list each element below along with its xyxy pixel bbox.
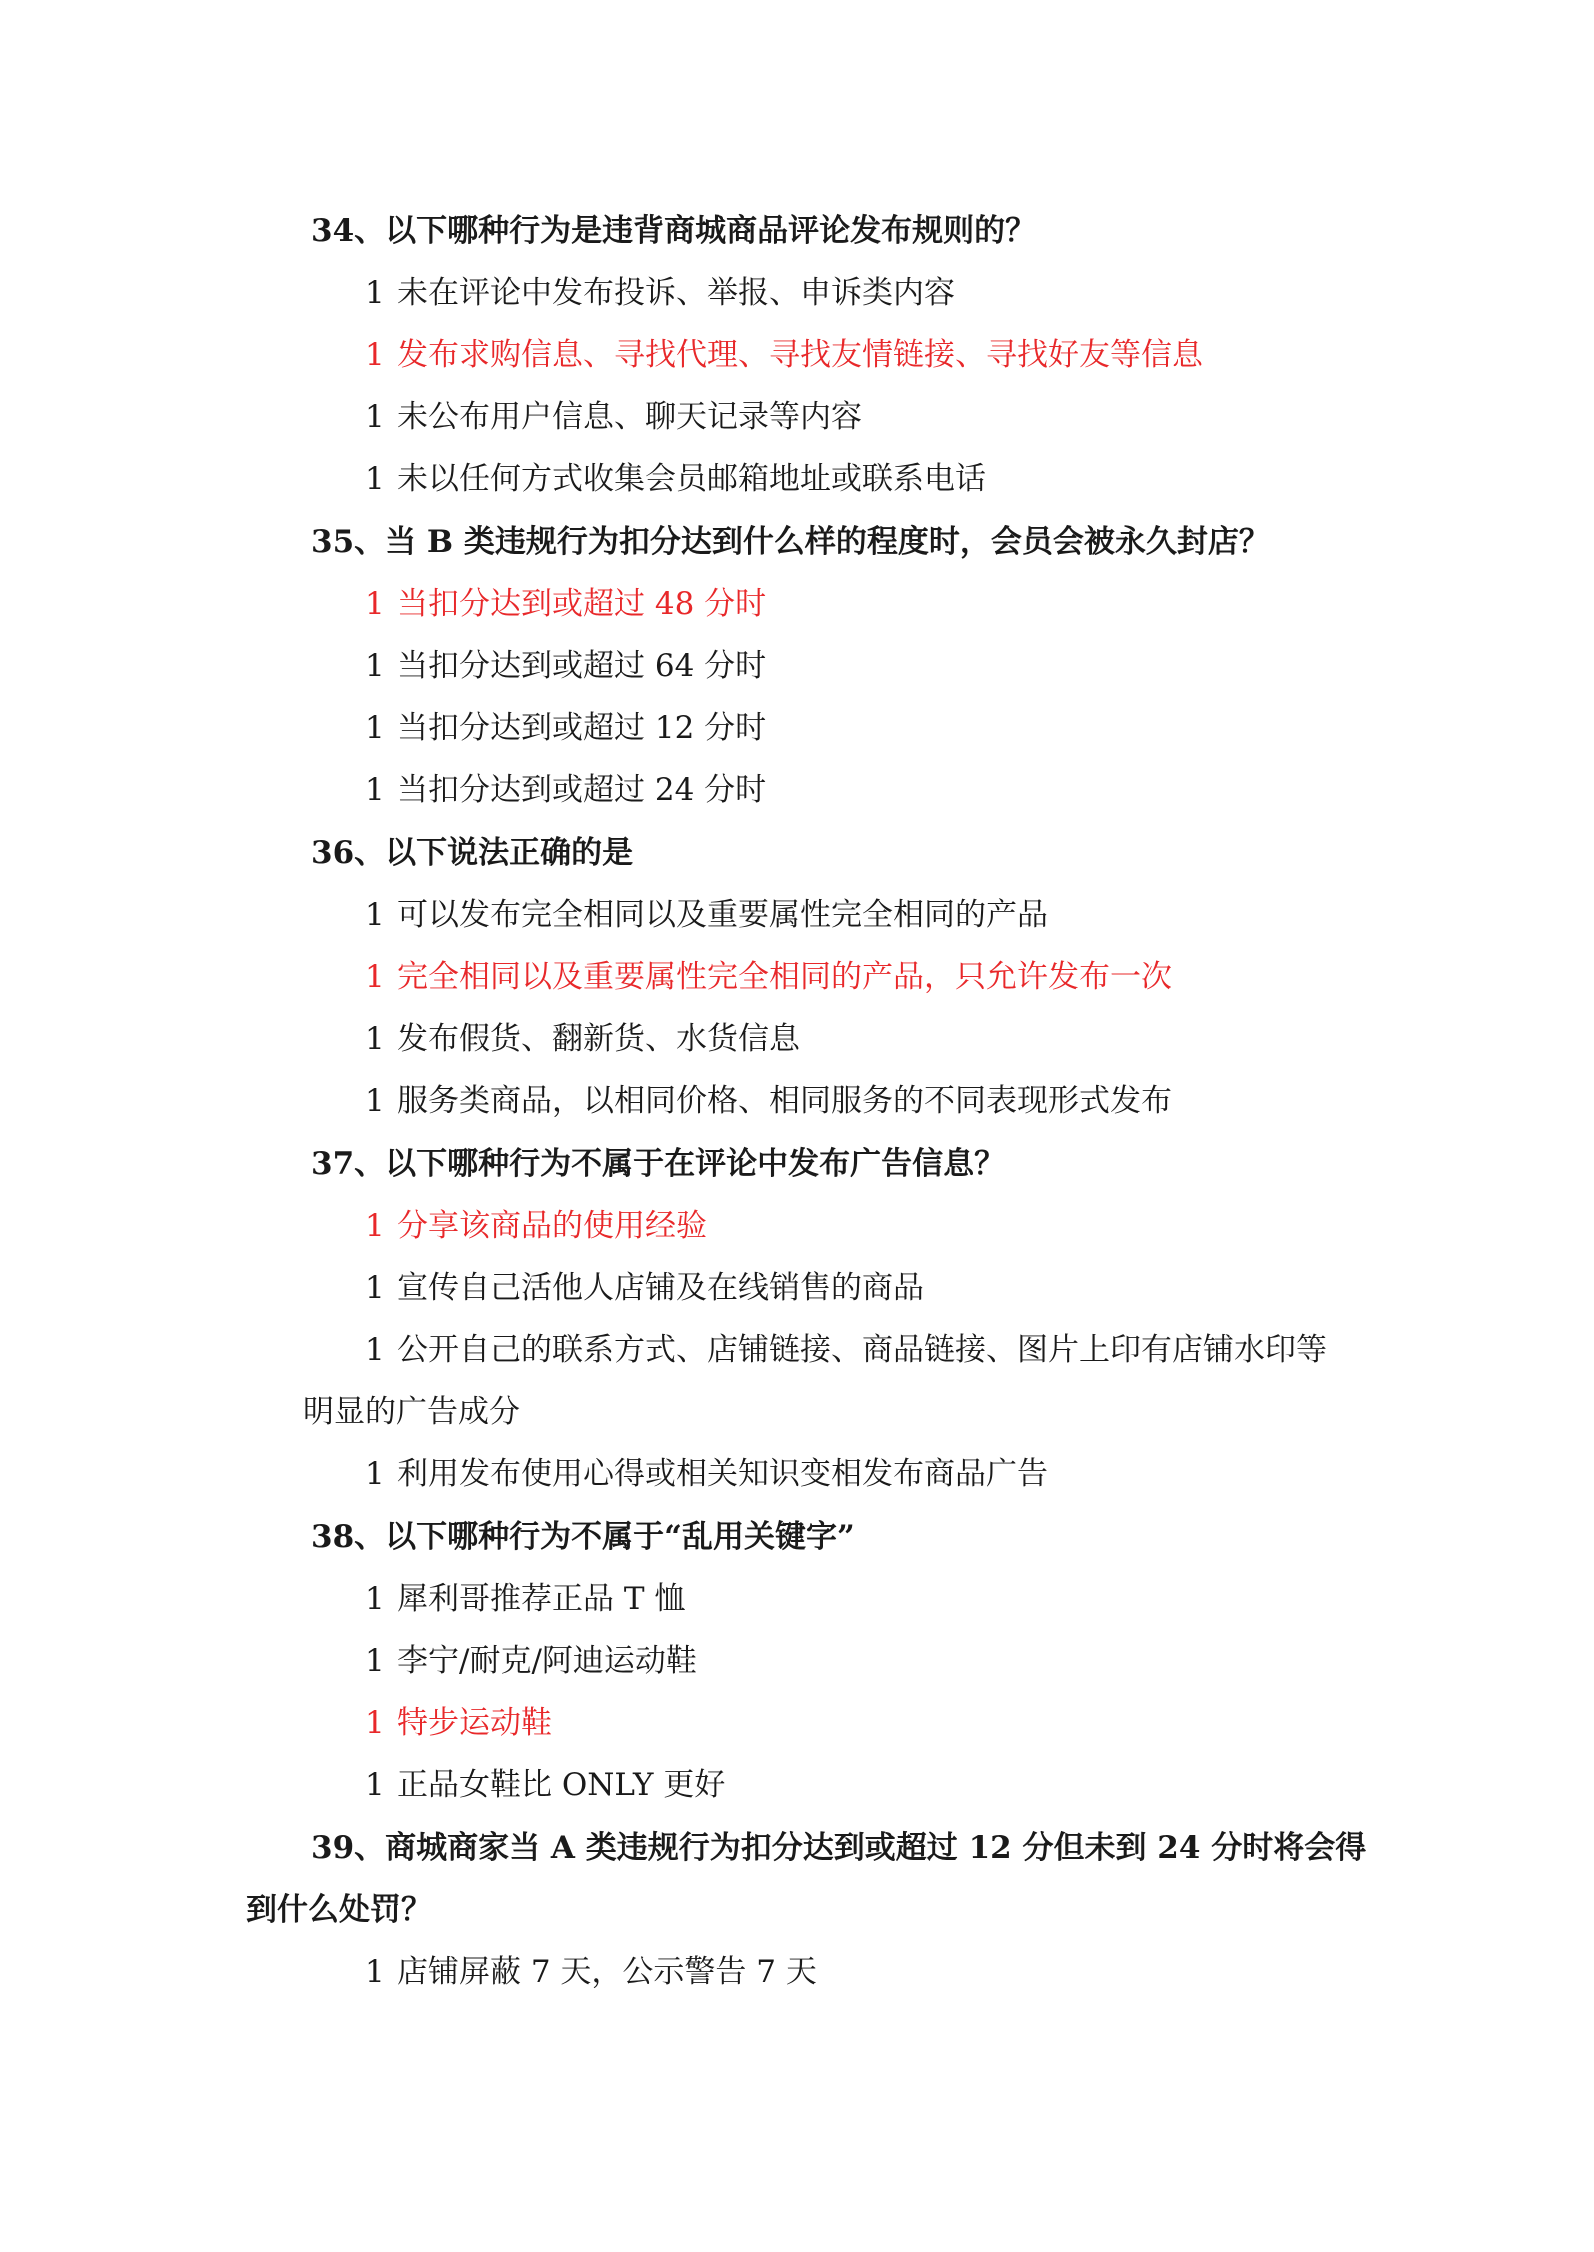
option-bullet: 1 bbox=[365, 1270, 385, 1306]
question-35: 35、当 B 类违规行为扣分达到什么样的程度时，会员会被永久封店？ bbox=[311, 524, 1270, 560]
question-38: 38、以下哪种行为不属于“乱用关键字” bbox=[311, 1519, 855, 1555]
option-bullet: 1 bbox=[365, 1705, 385, 1741]
option-bullet: 1 bbox=[365, 1456, 385, 1492]
option-text: 未在评论中发布投诉、举报、申诉类内容 bbox=[397, 275, 955, 311]
option-bullet: 1 bbox=[365, 959, 385, 995]
option-text: 当扣分达到或超过 48 分时 bbox=[397, 586, 767, 622]
option-text: 发布假货、翻新货、水货信息 bbox=[397, 1021, 800, 1057]
question-39: 39、商城商家当 A 类违规行为扣分达到或超过 12 分但未到 24 分时将会得 bbox=[311, 1830, 1367, 1866]
option bbox=[365, 1765, 725, 1805]
option-text: 分享该商品的使用经验 bbox=[397, 1208, 707, 1244]
option bbox=[365, 895, 1048, 935]
option-text: 服务类商品，以相同价格、相同服务的不同表现形式发布 bbox=[397, 1083, 1172, 1119]
option bbox=[365, 1081, 1172, 1121]
option-text: 李宁/耐克/阿迪运动鞋 bbox=[397, 1643, 697, 1679]
option-correct bbox=[365, 1206, 707, 1246]
option bbox=[365, 1454, 1048, 1494]
option-correct bbox=[365, 1703, 552, 1743]
option-bullet: 1 bbox=[365, 337, 385, 373]
option-bullet: 1 bbox=[365, 1208, 385, 1244]
option-text: 正品女鞋比 ONLY 更好 bbox=[397, 1767, 726, 1803]
option bbox=[365, 770, 766, 810]
option-text: 公开自己的联系方式、店铺链接、商品链接、图片上印有店铺水印等 bbox=[397, 1332, 1327, 1368]
question-34: 34、以下哪种行为是违背商城商品评论发布规则的？ bbox=[311, 213, 1037, 249]
option-bullet: 1 bbox=[365, 399, 385, 435]
option-text: 宣传自己活他人店铺及在线销售的商品 bbox=[397, 1270, 924, 1306]
option-bullet: 1 bbox=[365, 1332, 385, 1368]
option-bullet: 1 bbox=[365, 461, 385, 497]
option bbox=[365, 1330, 1327, 1370]
option-text: 未以任何方式收集会员邮箱地址或联系电话 bbox=[397, 461, 986, 497]
option-text: 店铺屏蔽 7 天，公示警告 7 天 bbox=[397, 1954, 817, 1990]
option-text: 当扣分达到或超过 24 分时 bbox=[397, 772, 767, 808]
option bbox=[365, 1019, 800, 1059]
option-bullet: 1 bbox=[365, 772, 385, 808]
option-bullet: 1 bbox=[365, 1767, 385, 1803]
option-bullet: 1 bbox=[365, 1021, 385, 1057]
option-bullet: 1 bbox=[365, 586, 385, 622]
option-text: 利用发布使用心得或相关知识变相发布商品广告 bbox=[397, 1456, 1048, 1492]
option-bullet: 1 bbox=[365, 710, 385, 746]
option bbox=[365, 1641, 697, 1681]
option-bullet: 1 bbox=[365, 1581, 385, 1617]
option-text: 未公布用户信息、聊天记录等内容 bbox=[397, 399, 862, 435]
option-bullet: 1 bbox=[365, 275, 385, 311]
option-text: 发布求购信息、寻找代理、寻找友情链接、寻找好友等信息 bbox=[397, 337, 1203, 373]
option-text: 可以发布完全相同以及重要属性完全相同的产品 bbox=[397, 897, 1048, 933]
question-36: 36、以下说法正确的是 bbox=[311, 835, 634, 871]
option-text: 完全相同以及重要属性完全相同的产品，只允许发布一次 bbox=[397, 959, 1172, 995]
option-text: 特步运动鞋 bbox=[397, 1705, 552, 1741]
option bbox=[365, 708, 766, 748]
question-39-continuation: 到什么处罚？ bbox=[246, 1892, 432, 1928]
option bbox=[365, 1268, 924, 1308]
option bbox=[365, 1952, 817, 1992]
option-bullet: 1 bbox=[365, 1954, 385, 1990]
option-bullet: 1 bbox=[365, 1083, 385, 1119]
option-correct bbox=[365, 957, 1172, 997]
option-text: 犀利哥推荐正品 T 恤 bbox=[397, 1581, 686, 1617]
option bbox=[365, 646, 766, 686]
question-37: 37、以下哪种行为不属于在评论中发布广告信息？ bbox=[311, 1146, 1006, 1182]
option-continuation: 明显的广告成分 bbox=[303, 1394, 520, 1430]
option-text: 当扣分达到或超过 64 分时 bbox=[397, 648, 767, 684]
option-bullet: 1 bbox=[365, 1643, 385, 1679]
option-correct bbox=[365, 335, 1203, 375]
option-text: 当扣分达到或超过 12 分时 bbox=[397, 710, 767, 746]
option-bullet: 1 bbox=[365, 648, 385, 684]
option-correct bbox=[365, 584, 766, 624]
option bbox=[365, 273, 955, 313]
option-bullet: 1 bbox=[365, 897, 385, 933]
option bbox=[365, 459, 986, 499]
option bbox=[365, 1579, 685, 1619]
option bbox=[365, 397, 862, 437]
